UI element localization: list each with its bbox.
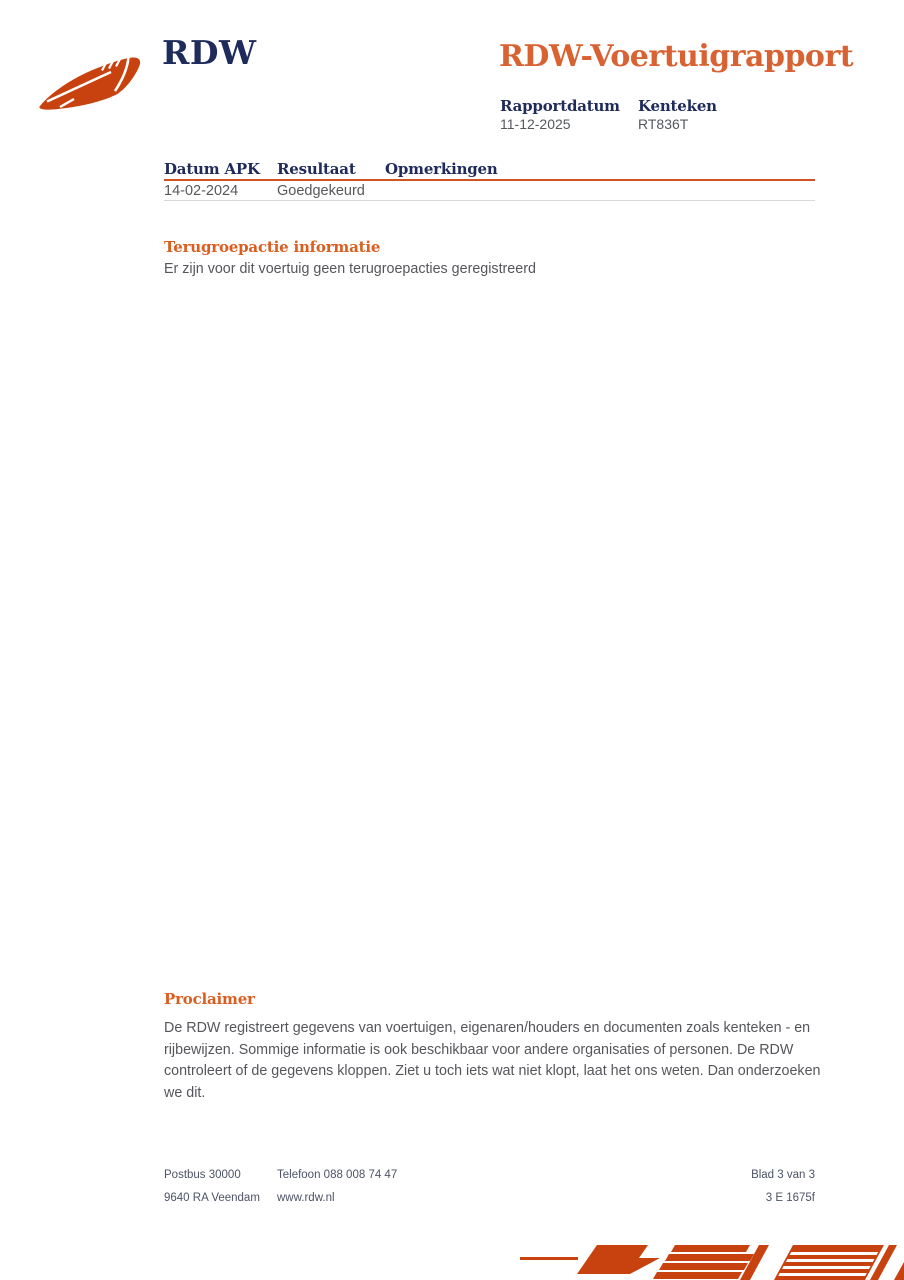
page-title: RDW-Voertuigrapport xyxy=(499,39,854,74)
table-header-rule xyxy=(164,179,815,181)
report-date-label: Rapportdatum xyxy=(500,97,620,115)
table-row-divider xyxy=(164,200,815,201)
license-plate-label: Kenteken xyxy=(638,97,717,115)
footer-page-indicator: Blad 3 van 3 xyxy=(751,1169,815,1181)
rdw-wing-logo-icon xyxy=(36,50,160,114)
footer-address-line2: 9640 RA Veendam xyxy=(164,1192,260,1204)
recall-section-heading: Terugroepactie informatie xyxy=(164,238,381,256)
apk-date-cell: 14-02-2024 xyxy=(164,183,239,199)
apk-result-cell: Goedgekeurd xyxy=(277,183,365,199)
rdw-logo-text: RDW xyxy=(162,33,257,72)
footer-form-code: 3 E 1675f xyxy=(765,1192,815,1204)
apk-table-header-opmerkingen: Opmerkingen xyxy=(385,160,498,178)
footer-address-line1: Postbus 30000 xyxy=(164,1169,241,1181)
footer-phone: Telefoon 088 008 74 47 xyxy=(277,1169,398,1181)
apk-table-header-datum: Datum APK xyxy=(164,160,260,178)
footer-website: www.rdw.nl xyxy=(277,1192,335,1204)
apk-table-header-resultaat: Resultaat xyxy=(277,160,356,178)
recall-section-body: Er zijn voor dit voertuig geen terugroepacties geregistreerd xyxy=(164,261,536,277)
license-plate-value: RT836T xyxy=(638,116,689,132)
proclaimer-heading: Proclaimer xyxy=(164,990,255,1008)
proclaimer-body: De RDW registreert gegevens van voertuigen, eigenaren/houders en documenten zoals kenteken - en rijbewijzen. Sommige informatie is ook beschikbaar voor andere organisaties of personen. De RDW controleert of de gegevens kloppen. Ziet u toch iets wat niet klopt, laat het ons weten. Dan onderzoeken we dit. xyxy=(164,1020,821,1101)
speed-lines-graphic xyxy=(518,1240,904,1280)
report-date-value: 11-12-2025 xyxy=(500,116,571,132)
